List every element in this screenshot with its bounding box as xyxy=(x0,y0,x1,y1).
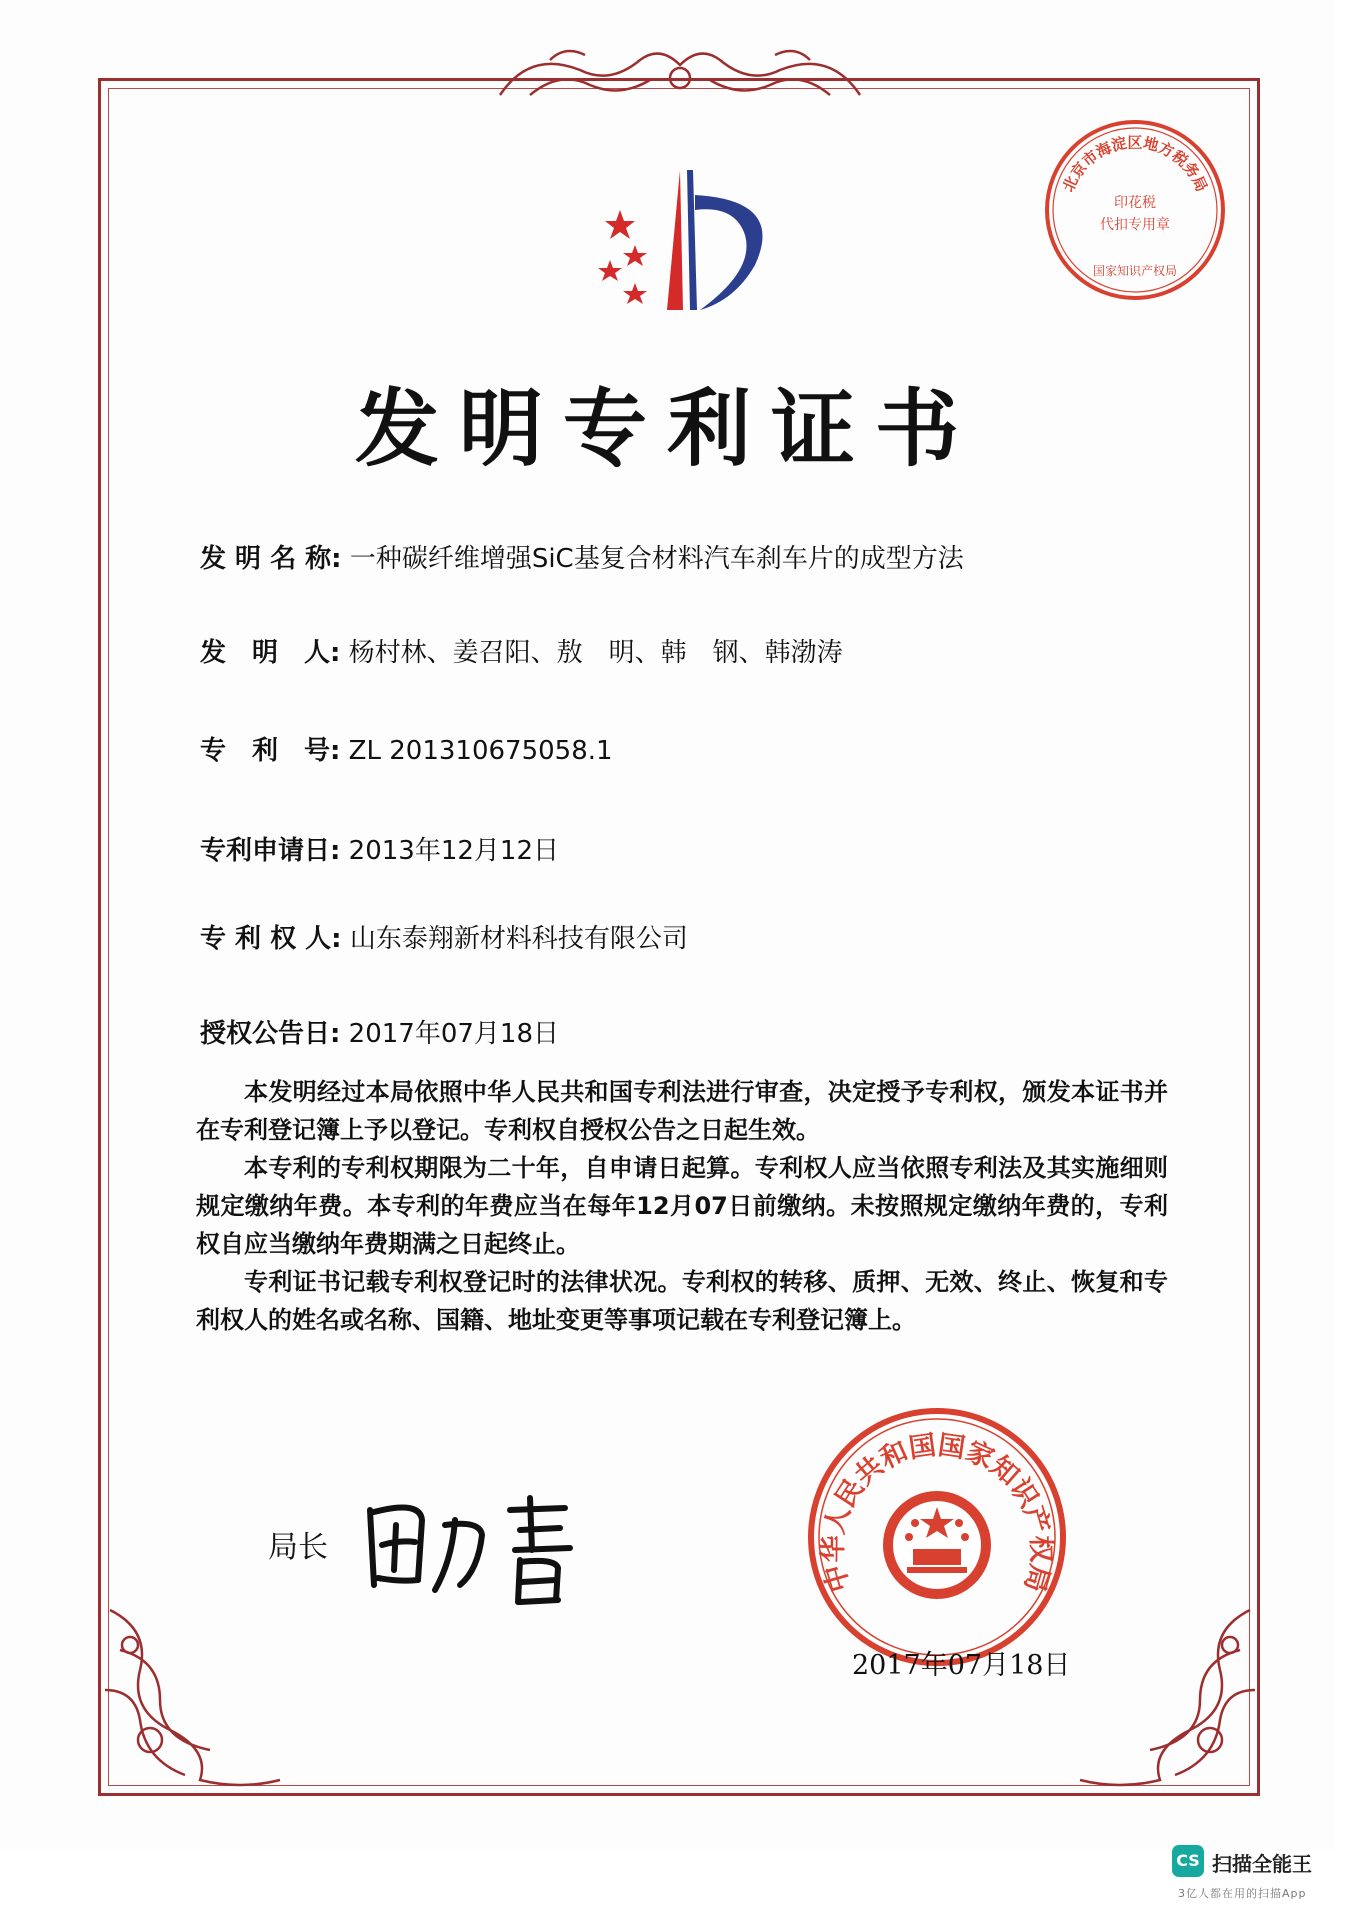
inventors-value: 杨村林、姜召阳、敖 明、韩 钢、韩渤涛 xyxy=(348,638,843,668)
tax-seal-outer-text: 北京市海淀区地方税务局 xyxy=(1059,133,1211,195)
patent-office-emblem xyxy=(575,165,795,315)
top-ornament xyxy=(490,40,870,110)
scanner-tagline: 3亿人都在用的扫描App xyxy=(1178,1887,1307,1900)
patentee-value: 山东泰翔新材料科技有限公司 xyxy=(349,924,688,954)
national-emblem-icon xyxy=(883,1491,991,1599)
bottom-right-ornament xyxy=(1070,1590,1270,1800)
field-patent-number xyxy=(200,730,613,767)
invention-name-value: 一种碳纤维增强SiC基复合材料汽车刹车片的成型方法 xyxy=(349,544,964,574)
tax-stamp-seal xyxy=(1040,115,1230,305)
seal-large-text: 中华人民共和国国家知识产权局 xyxy=(817,1429,1057,1596)
field-filing-date xyxy=(200,830,559,867)
body-paragraph: 本专利的专利权期限为二十年，自申请日起算。专利权人应当依照专利法及其实施细则规定缴纳年费。本专利的年费应当在每年12月07日前缴纳。未按照规定缴纳年费的，专利权自应当缴纳年费期满之日起终止。 xyxy=(196,1154,1168,1258)
grant-date-value: 2017年07月18日 xyxy=(348,1019,560,1049)
scanner-logo: CS xyxy=(1172,1845,1204,1877)
field-invention-name xyxy=(200,538,964,575)
invention-name-label: 发 明 名 称: xyxy=(200,544,342,574)
seal-date: 2017年07月18日 xyxy=(852,1650,1071,1681)
filing-date-value: 2013年12月12日 xyxy=(348,836,560,866)
grant-date-label: 授权公告日: xyxy=(200,1019,341,1049)
director-signature xyxy=(360,1490,595,1610)
tax-seal-line1: 印花税 xyxy=(1114,195,1156,211)
filing-date-label: 专利申请日: xyxy=(200,836,341,866)
scanner-watermark xyxy=(1172,1845,1342,1905)
patent-office-seal xyxy=(805,1405,1070,1670)
director-label: 局长 xyxy=(268,1530,328,1565)
bottom-left-ornament xyxy=(90,1590,290,1800)
tax-seal-line2: 代扣专用章 xyxy=(1100,217,1170,233)
patentee-label: 专 利 权 人: xyxy=(200,924,342,954)
tax-seal-bottom-text: 国家知识产权局 xyxy=(1092,264,1178,278)
svg-text:北京市海淀区地方税务局 xyxy=(1059,134,1211,195)
field-inventors xyxy=(200,632,843,669)
field-patentee xyxy=(200,918,688,955)
body-paragraph: 本发明经过本局依照中华人民共和国专利法进行审查，决定授予专利权，颁发本证书并在专利登记簿上予以登记。专利权自授权公告之日起生效。 xyxy=(196,1078,1168,1144)
patent-number-value: ZL 201310675058.1 xyxy=(348,736,613,766)
patent-number-label: 专 利 号: xyxy=(200,736,341,766)
field-grant-date xyxy=(200,1013,559,1050)
scanner-app-name: 扫描全能王 xyxy=(1212,1852,1312,1876)
inventors-label: 发 明 人: xyxy=(200,638,341,668)
body-paragraph: 专利证书记载专利权登记时的法律状况。专利权的转移、质押、无效、终止、恢复和专利权人的姓名或名称、国籍、地址变更等事项记载在专利登记簿上。 xyxy=(196,1268,1168,1334)
certificate-title: 发明专利证书 xyxy=(354,379,979,478)
certificate-body xyxy=(196,1073,1168,1339)
